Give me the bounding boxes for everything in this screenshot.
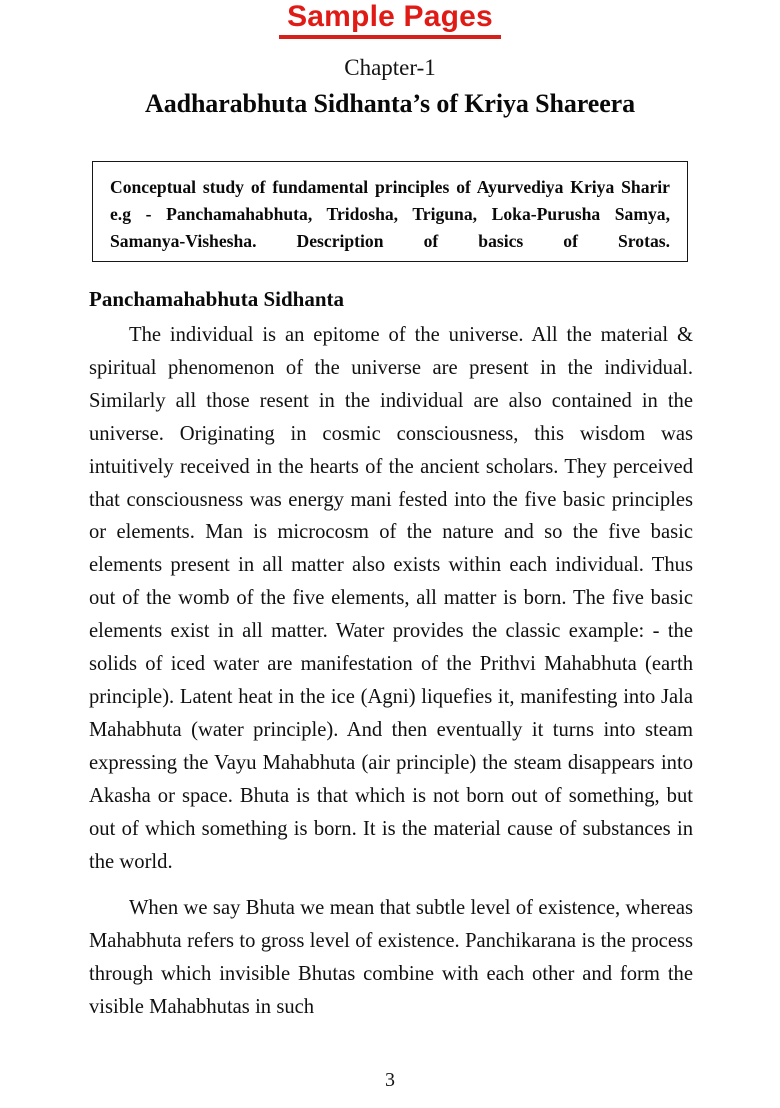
page-number: 3 bbox=[385, 1069, 395, 1091]
sample-pages-banner bbox=[0, 0, 780, 39]
chapter-title: Aadharabhuta Sidhanta’s of Kriya Shareera bbox=[145, 89, 635, 118]
chapter-label: Chapter-1 bbox=[344, 55, 436, 80]
section-heading: Panchamahabhuta Sidhanta bbox=[89, 287, 345, 311]
body-content bbox=[89, 286, 693, 1024]
body-paragraph: When we say Bhuta we mean that subtle level of existence, whereas Mahabhuta refers to gross level of existence. Panchikarana is the process through which invisible Bhutas combine with each other and form the visible Mahabhutas in such bbox=[89, 897, 693, 1019]
abstract-text: Conceptual study of fundamental principles of Ayurvediya Kriya Sharir e.g - Panchamahabhuta, Tridosha, Triguna, Loka-Purusha Samya, Samanya-Vishesha. Description of basics of Srotas. bbox=[110, 177, 670, 251]
body-paragraph: The individual is an epitome of the universe. All the material & spiritual phenomenon of the universe are present in the individual. Similarly all those resent in the individual are also contained in the universe. Originating in cosmic consciousness, this wisdom was intuitively received in the hearts of the ancient scholars. They perceived that consciousness was energy mani fested into the five basic principles or elements. Man is microcosm of the nature and so the five basic elements present in all matter also exists within each individual. Thus out of the womb of the five elements, all matter is born. The five basic elements exist in all matter. Water provides the classic example: - the solids of iced water are manifestation of the Prithvi Mahabhuta (earth principle). Latent heat in the ice (Agni) liquefies it, manifesting into Jala Mahabhuta (water principle). And then eventually it turns into steam expressing the Vayu Mahabhuta (air principle) the steam disappears into Akasha or space. Bhuta is that which is not born out of something, but out of which something is born. It is the material cause of substances in the world. bbox=[89, 324, 693, 873]
abstract-box bbox=[92, 161, 688, 262]
sample-pages-label: Sample Pages bbox=[279, 0, 501, 39]
